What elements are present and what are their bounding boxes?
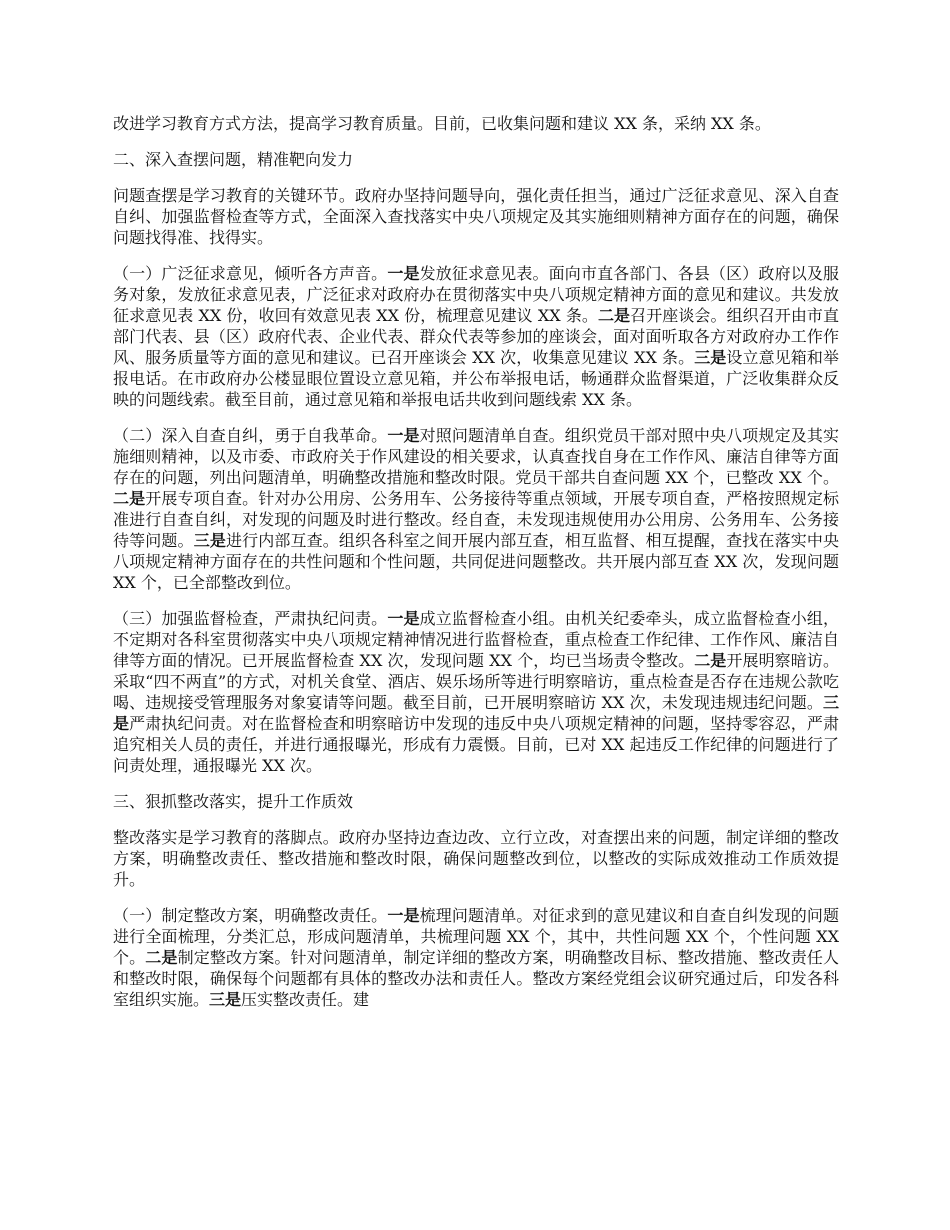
paragraph-text: 召开座谈会。组织召开由市直部门代表、县（区）政府代表、企业代表、群众代表等参加的座谈会，面对面听取各方对政府办工作作风、服务质量等方面的意见和建议。已召开座谈会 XX 次，收集意见建议 XX 条。 — [113, 306, 839, 367]
emphasis-text: 三是 — [193, 531, 226, 550]
body-paragraph — [113, 185, 839, 248]
body-paragraph — [113, 827, 839, 890]
paragraph-text: 三、狠抓整改落实，提升工作质效 — [113, 792, 354, 811]
body-paragraph — [113, 905, 839, 1010]
paragraph-text: 梳理问题清单。对征求到的意见建议和自查自纠发现的问题进行全面梳理，分类汇总，形成问题清单，共梳理问题 XX 个，其中，共性问题 XX 个，个性问题 XX 个。 — [113, 906, 839, 967]
paragraph-text: 成立监督检查小组。由机关纪委牵头，成立监督检查小组，不定期对各科室贯彻落实中央八项规定精神情况进行监督检查，重点检查工作纪律、工作作风、廉洁自律等方面的情况。已开展监督检查 XX 次，发现问题 XX 个，均已当场责令整改。 — [113, 609, 839, 670]
emphasis-text: 二是 — [145, 948, 178, 967]
paragraph-text: 整改落实是学习教育的落脚点。政府办坚持边查边改、立行立改，对查摆出来的问题，制定详细的整改方案，明确整改责任、整改措施和整改时限，确保问题整改到位，以整改的实际成效推动工作质效提升。 — [113, 828, 839, 889]
paragraph-text: 改进学习教育方式方法，提高学习教育质量。目前，已收集问题和建议 XX 条，采纳 XX 条。 — [113, 114, 771, 133]
paragraph-text: 设立意见箱和举报电话。在市政府办公楼显眼位置设立意见箱，并公布举报电话，畅通群众监督渠道，广泛收集群众反映的问题线索。截至目前，通过意见箱和举报电话共收到问题线索 XX 条。 — [113, 348, 839, 409]
body-paragraph — [113, 263, 839, 410]
paragraph-text: 发放征求意见表。面向市直各部门、各县（区）政府以及服务对象，发放征求意见表，广泛征求对政府办在贯彻落实中央八项规定精神方面的意见和建议。共发放征求意见表 XX 份，收回有效意见表 XX 份，梳理意见建议 XX 条。 — [113, 264, 839, 325]
paragraph-text: 进行内部互查。组织各科室之间开展内部互查，相互监督、相互提醒，查找在落实中央八项规定精神方面存在的共性问题和个性问题，共同促进问题整改。共开展内部互查 XX 次，发现问题 XX 个，已全部整改到位。 — [113, 531, 839, 592]
paragraph-text: 问题查摆是学习教育的关键环节。政府办坚持问题导向，强化责任担当，通过广泛征求意见、深入自查自纠、加强监督检查等方式，全面深入查找落实中央八项规定及其实施细则精神方面存在的问题，确保问题找得准、找得实。 — [113, 186, 839, 247]
body-paragraph — [113, 113, 839, 134]
section-heading — [113, 791, 839, 812]
body-paragraph — [113, 425, 839, 593]
emphasis-text: 三是 — [694, 348, 727, 367]
paragraph-text: 开展明察暗访。采取“四不两直”的方式，对机关食堂、酒店、娱乐场所等进行明察暗访，重点检查是否存在违规公款吃喝、违规接受管理服务对象宴请等问题。截至目前，已开展明察暗访 XX 次，未发现违规违纪问题。 — [113, 651, 839, 712]
paragraph-text: 制定整改方案。针对问题清单，制定详细的整改方案，明确整改目标、整改措施、整改责任人和整改时限，确保每个问题都有具体的整改办法和责任人。整改方案经党组会议研究通过后，印发各科室组织实施。 — [113, 948, 839, 1009]
emphasis-text: 三是 — [209, 990, 242, 1009]
paragraph-text: 对照问题清单自查。组织党员干部对照中央八项规定及其实施细则精神，以及市委、市政府关于作风建设的相关要求，认真查找自身在工作作风、廉洁自律等方面存在的问题，列出问题清单，明确整改措施和整改时限。党员干部共自查问题 XX 个，已整改 XX 个。 — [113, 426, 839, 487]
paragraph-text: 二、深入查摆问题，精准靶向发力 — [113, 150, 354, 169]
paragraph-text: 压实整改责任。建 — [241, 990, 370, 1009]
emphasis-text: 三是 — [113, 693, 839, 733]
paragraph-text: 严肃执纪问责。对在监督检查和明察暗访中发现的违反中央八项规定精神的问题，坚持零容忍，严肃追究相关人员的责任，并进行通报曝光，形成有力震慑。目前，已对 XX 起违反工作纪律的问题进行了问责处理，通报曝光 XX 次。 — [113, 714, 839, 775]
section-heading — [113, 149, 839, 170]
emphasis-text: 一是 — [387, 906, 420, 925]
emphasis-text: 二是 — [597, 306, 631, 325]
paragraph-text: （二）深入自查自纠，勇于自我革命。 — [113, 426, 388, 445]
paragraph-text: 开展专项自查。针对办公用房、公务用车、公务接待等重点领域，开展专项自查，严格按照规定标准进行自查自纠，对发现的问题及时进行整改。经自查，未发现违规使用办公用房、公务用车、公务接待等问题。 — [113, 489, 839, 550]
emphasis-text: 二是 — [113, 489, 146, 508]
emphasis-text: 一是 — [387, 609, 420, 628]
paragraph-text: （三）加强监督检查，严肃执纪问责。 — [113, 609, 388, 628]
paragraph-text: （一）制定整改方案，明确整改责任。 — [113, 906, 388, 925]
emphasis-text: 二是 — [694, 651, 727, 670]
emphasis-text: 一是 — [387, 426, 420, 445]
paragraph-text: （一）广泛征求意见，倾听各方声音。 — [113, 264, 388, 283]
body-paragraph — [113, 608, 839, 776]
emphasis-text: 一是 — [387, 264, 420, 283]
document-page — [113, 113, 839, 1025]
